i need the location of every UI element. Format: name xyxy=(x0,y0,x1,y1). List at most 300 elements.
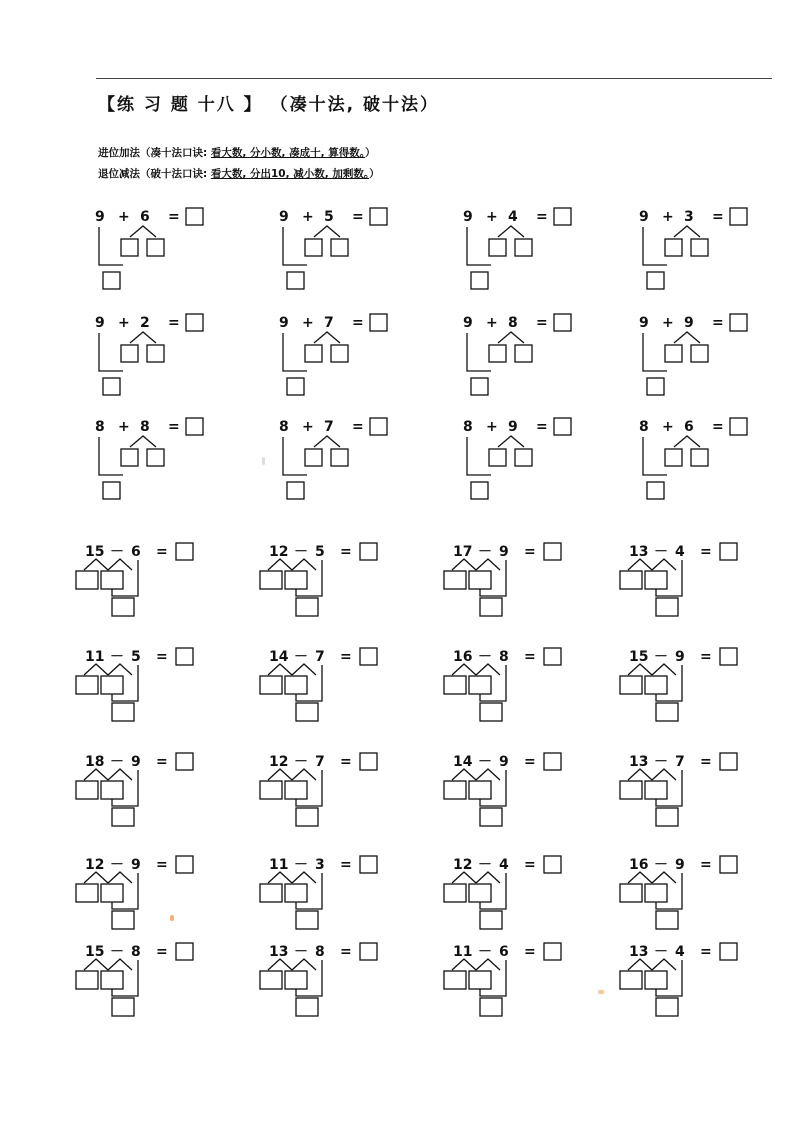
split-box[interactable] xyxy=(620,971,642,989)
subtraction-problem xyxy=(260,853,410,953)
minus-sign: － xyxy=(294,544,308,560)
second-addend: 9 xyxy=(508,419,518,435)
split-box[interactable] xyxy=(76,781,98,799)
split-box[interactable] xyxy=(645,781,667,799)
split-box[interactable] xyxy=(147,449,164,466)
split-lines-right xyxy=(652,872,676,883)
split-lines-right xyxy=(292,872,316,883)
difference-box[interactable] xyxy=(112,911,134,929)
split-box[interactable] xyxy=(444,571,466,589)
addition-hint-rule: 看大数, 分小数, 凑成十, 算得数。 xyxy=(210,147,366,159)
equals-sign: = xyxy=(536,419,548,435)
split-box[interactable] xyxy=(101,781,123,799)
sum-box[interactable] xyxy=(103,378,120,395)
split-box[interactable] xyxy=(101,971,123,989)
addition-problem xyxy=(272,311,422,411)
split-lines xyxy=(314,332,340,343)
difference-box[interactable] xyxy=(112,598,134,616)
minus-sign: － xyxy=(478,544,492,560)
equals-sign: = xyxy=(156,944,168,960)
plus-sign: + xyxy=(662,209,674,225)
sum-box[interactable] xyxy=(647,272,664,289)
sum-box[interactable] xyxy=(647,378,664,395)
split-box[interactable] xyxy=(147,345,164,362)
plus-sign: + xyxy=(662,315,674,331)
answer-box[interactable] xyxy=(176,753,193,770)
first-addend: 9 xyxy=(463,315,473,331)
subtrahend: 9 xyxy=(675,857,685,873)
split-lines-left xyxy=(84,559,108,570)
addition-problem xyxy=(272,415,422,515)
split-lines-right xyxy=(292,559,316,570)
split-lines-right xyxy=(292,959,316,970)
minuend: 12 xyxy=(269,754,289,770)
answer-box[interactable] xyxy=(544,753,561,770)
answer-box[interactable] xyxy=(370,208,387,225)
answer-box[interactable] xyxy=(554,208,571,225)
answer-box[interactable] xyxy=(544,856,561,873)
answer-box[interactable] xyxy=(720,943,737,960)
split-box[interactable] xyxy=(645,571,667,589)
minus-sign: － xyxy=(110,544,124,560)
subtraction-problem xyxy=(260,645,410,745)
split-box[interactable] xyxy=(331,239,348,256)
split-lines-left xyxy=(84,664,108,675)
subtrahend: 9 xyxy=(499,544,509,560)
split-box[interactable] xyxy=(645,884,667,902)
subtraction-problem xyxy=(260,940,410,1040)
difference-box[interactable] xyxy=(296,703,318,721)
sum-box[interactable] xyxy=(103,272,120,289)
split-box[interactable] xyxy=(331,449,348,466)
equals-sign: = xyxy=(524,857,536,873)
split-box[interactable] xyxy=(260,781,282,799)
split-lines-left xyxy=(268,872,292,883)
subtraction-problem xyxy=(444,750,594,850)
split-box[interactable] xyxy=(285,971,307,989)
equals-sign: = xyxy=(524,544,536,560)
split-box[interactable] xyxy=(260,884,282,902)
subtrahend: 5 xyxy=(131,649,141,665)
answer-box[interactable] xyxy=(554,314,571,331)
split-box[interactable] xyxy=(645,676,667,694)
minuend: 12 xyxy=(453,857,473,873)
answer-box[interactable] xyxy=(176,856,193,873)
first-addend: 8 xyxy=(463,419,473,435)
split-box[interactable] xyxy=(691,449,708,466)
bracket-line xyxy=(99,437,123,475)
subtrahend: 3 xyxy=(315,857,325,873)
split-lines-right xyxy=(652,769,676,780)
plus-sign: + xyxy=(302,419,314,435)
difference-box[interactable] xyxy=(656,703,678,721)
split-box[interactable] xyxy=(489,449,506,466)
split-lines xyxy=(130,332,156,343)
bracket-line xyxy=(283,333,307,371)
split-box[interactable] xyxy=(260,571,282,589)
split-lines-left xyxy=(452,559,476,570)
subtraction-problem xyxy=(76,750,226,850)
split-box[interactable] xyxy=(691,345,708,362)
split-lines-right xyxy=(108,959,132,970)
second-addend: 6 xyxy=(684,419,694,435)
split-box[interactable] xyxy=(645,971,667,989)
split-lines-right xyxy=(476,872,500,883)
plus-sign: + xyxy=(486,315,498,331)
split-box[interactable] xyxy=(260,676,282,694)
split-box[interactable] xyxy=(620,884,642,902)
addition-problem xyxy=(456,311,606,411)
split-lines-left xyxy=(452,664,476,675)
split-box[interactable] xyxy=(444,676,466,694)
subtrahend: 9 xyxy=(499,754,509,770)
first-addend: 9 xyxy=(639,315,649,331)
sum-box[interactable] xyxy=(287,272,304,289)
answer-box[interactable] xyxy=(176,543,193,560)
split-box[interactable] xyxy=(121,239,138,256)
split-lines-right xyxy=(292,664,316,675)
split-lines-left xyxy=(628,559,652,570)
split-box[interactable] xyxy=(101,676,123,694)
equals-sign: = xyxy=(536,315,548,331)
split-box[interactable] xyxy=(444,971,466,989)
second-addend: 3 xyxy=(684,209,694,225)
minuend: 16 xyxy=(629,857,649,873)
equals-sign: = xyxy=(340,857,352,873)
equals-sign: = xyxy=(524,754,536,770)
bracket-line xyxy=(283,437,307,475)
first-addend: 8 xyxy=(279,419,289,435)
split-box[interactable] xyxy=(469,571,491,589)
minuend: 11 xyxy=(269,857,289,873)
subtrahend: 5 xyxy=(315,544,325,560)
split-box[interactable] xyxy=(620,676,642,694)
equals-sign: = xyxy=(712,209,724,225)
equals-sign: = xyxy=(524,649,536,665)
equals-sign: = xyxy=(168,209,180,225)
split-lines-right xyxy=(476,559,500,570)
split-lines xyxy=(674,332,700,343)
split-lines-right xyxy=(476,959,500,970)
split-lines xyxy=(130,436,156,447)
difference-box[interactable] xyxy=(656,598,678,616)
sum-box[interactable] xyxy=(647,482,664,499)
answer-box[interactable] xyxy=(720,753,737,770)
split-box[interactable] xyxy=(305,345,322,362)
split-box[interactable] xyxy=(620,571,642,589)
equals-sign: = xyxy=(168,315,180,331)
equals-sign: = xyxy=(156,857,168,873)
split-box[interactable] xyxy=(469,884,491,902)
split-box[interactable] xyxy=(515,345,532,362)
split-lines-right xyxy=(652,959,676,970)
difference-box[interactable] xyxy=(480,808,502,826)
first-addend: 8 xyxy=(639,419,649,435)
subtraction-problem xyxy=(260,540,410,640)
split-lines-left xyxy=(628,872,652,883)
answer-box[interactable] xyxy=(186,418,203,435)
split-box[interactable] xyxy=(76,884,98,902)
minuend: 14 xyxy=(453,754,473,770)
answer-box[interactable] xyxy=(360,753,377,770)
minus-sign: － xyxy=(478,649,492,665)
minuend: 14 xyxy=(269,649,289,665)
addition-hint-suffix: ） xyxy=(365,147,376,159)
split-lines-left xyxy=(452,959,476,970)
subtrahend: 7 xyxy=(675,754,685,770)
answer-box[interactable] xyxy=(186,314,203,331)
answer-box[interactable] xyxy=(730,314,747,331)
split-lines-left xyxy=(84,872,108,883)
answer-box[interactable] xyxy=(554,418,571,435)
first-addend: 9 xyxy=(279,315,289,331)
split-lines-right xyxy=(652,664,676,675)
answer-box[interactable] xyxy=(360,943,377,960)
bracket-line xyxy=(467,227,491,265)
minus-sign: － xyxy=(654,857,668,873)
difference-box[interactable] xyxy=(656,998,678,1016)
equals-sign: = xyxy=(352,419,364,435)
split-lines-right xyxy=(476,769,500,780)
split-box[interactable] xyxy=(691,239,708,256)
minuend: 13 xyxy=(269,944,289,960)
split-box[interactable] xyxy=(469,676,491,694)
sum-box[interactable] xyxy=(471,272,488,289)
split-box[interactable] xyxy=(121,345,138,362)
split-box[interactable] xyxy=(331,345,348,362)
addition-problem xyxy=(88,415,238,515)
scan-speck xyxy=(170,915,174,921)
addition-problem xyxy=(456,415,606,515)
subtrahend: 4 xyxy=(499,857,509,873)
minus-sign: － xyxy=(478,754,492,770)
answer-box[interactable] xyxy=(370,314,387,331)
split-lines xyxy=(674,226,700,237)
answer-box[interactable] xyxy=(176,648,193,665)
answer-box[interactable] xyxy=(360,543,377,560)
answer-box[interactable] xyxy=(720,856,737,873)
plus-sign: + xyxy=(486,419,498,435)
second-addend: 7 xyxy=(324,419,334,435)
minuend: 15 xyxy=(85,544,105,560)
split-box[interactable] xyxy=(620,781,642,799)
split-lines-left xyxy=(268,559,292,570)
minuend: 13 xyxy=(629,754,649,770)
split-lines-left xyxy=(628,769,652,780)
minus-sign: － xyxy=(110,944,124,960)
split-box[interactable] xyxy=(260,971,282,989)
equals-sign: = xyxy=(156,649,168,665)
sum-box[interactable] xyxy=(287,482,304,499)
answer-box[interactable] xyxy=(360,856,377,873)
subtrahend: 9 xyxy=(675,649,685,665)
subtraction-hint-suffix: ） xyxy=(369,168,380,180)
split-lines-left xyxy=(268,664,292,675)
subtraction-hint xyxy=(98,166,380,181)
split-lines-left xyxy=(84,959,108,970)
bracket-line xyxy=(467,333,491,371)
split-box[interactable] xyxy=(101,571,123,589)
split-lines-left xyxy=(84,769,108,780)
difference-box[interactable] xyxy=(112,703,134,721)
split-box[interactable] xyxy=(444,781,466,799)
equals-sign: = xyxy=(700,857,712,873)
subtraction-hint-rule: 看大数, 分出10, 减小数, 加剩数。 xyxy=(210,168,370,180)
minuend: 11 xyxy=(85,649,105,665)
minuend: 18 xyxy=(85,754,105,770)
split-box[interactable] xyxy=(285,884,307,902)
bracket-line xyxy=(467,437,491,475)
split-box[interactable] xyxy=(76,571,98,589)
split-lines-left xyxy=(268,769,292,780)
sum-box[interactable] xyxy=(103,482,120,499)
minuend: 13 xyxy=(629,544,649,560)
split-box[interactable] xyxy=(444,884,466,902)
split-lines-left xyxy=(268,959,292,970)
minus-sign: － xyxy=(294,754,308,770)
addition-hint xyxy=(98,145,376,160)
plus-sign: + xyxy=(118,209,130,225)
plus-sign: + xyxy=(302,209,314,225)
split-box[interactable] xyxy=(76,676,98,694)
split-box[interactable] xyxy=(285,571,307,589)
answer-box[interactable] xyxy=(370,418,387,435)
split-lines-right xyxy=(108,769,132,780)
split-box[interactable] xyxy=(515,239,532,256)
equals-sign: = xyxy=(352,315,364,331)
split-box[interactable] xyxy=(665,449,682,466)
addition-problem xyxy=(632,205,782,305)
subtraction-problem xyxy=(76,645,226,745)
answer-box[interactable] xyxy=(186,208,203,225)
equals-sign: = xyxy=(352,209,364,225)
minus-sign: － xyxy=(110,857,124,873)
bracket-line xyxy=(99,227,123,265)
difference-box[interactable] xyxy=(296,998,318,1016)
difference-box[interactable] xyxy=(296,598,318,616)
difference-box[interactable] xyxy=(296,808,318,826)
addition-hint-prefix: 进位加法（凑十法口诀: xyxy=(98,147,211,159)
split-box[interactable] xyxy=(147,239,164,256)
split-box[interactable] xyxy=(285,781,307,799)
difference-box[interactable] xyxy=(656,808,678,826)
answer-box[interactable] xyxy=(720,648,737,665)
first-addend: 9 xyxy=(639,209,649,225)
split-lines-right xyxy=(476,664,500,675)
answer-box[interactable] xyxy=(544,943,561,960)
addition-problem xyxy=(88,311,238,411)
split-lines-left xyxy=(452,872,476,883)
difference-box[interactable] xyxy=(112,998,134,1016)
minus-sign: － xyxy=(294,944,308,960)
split-lines-right xyxy=(108,664,132,675)
addition-problem xyxy=(456,205,606,305)
split-box[interactable] xyxy=(305,449,322,466)
second-addend: 6 xyxy=(140,209,150,225)
scan-speck xyxy=(262,457,265,465)
equals-sign: = xyxy=(712,315,724,331)
second-addend: 2 xyxy=(140,315,150,331)
equals-sign: = xyxy=(700,649,712,665)
minuend: 15 xyxy=(629,649,649,665)
split-box[interactable] xyxy=(285,676,307,694)
sum-box[interactable] xyxy=(471,378,488,395)
addition-problem xyxy=(632,415,782,515)
split-box[interactable] xyxy=(469,781,491,799)
answer-box[interactable] xyxy=(730,208,747,225)
equals-sign: = xyxy=(700,944,712,960)
answer-box[interactable] xyxy=(730,418,747,435)
split-box[interactable] xyxy=(76,971,98,989)
equals-sign: = xyxy=(168,419,180,435)
difference-box[interactable] xyxy=(480,598,502,616)
scan-speck xyxy=(598,990,604,994)
split-box[interactable] xyxy=(489,345,506,362)
answer-box[interactable] xyxy=(176,943,193,960)
second-addend: 8 xyxy=(140,419,150,435)
split-box[interactable] xyxy=(665,239,682,256)
equals-sign: = xyxy=(700,544,712,560)
minus-sign: － xyxy=(294,649,308,665)
minuend: 13 xyxy=(629,944,649,960)
split-box[interactable] xyxy=(305,239,322,256)
subtraction-problem xyxy=(444,645,594,745)
split-box[interactable] xyxy=(469,971,491,989)
difference-box[interactable] xyxy=(480,911,502,929)
answer-box[interactable] xyxy=(544,543,561,560)
minus-sign: － xyxy=(110,754,124,770)
difference-box[interactable] xyxy=(480,998,502,1016)
equals-sign: = xyxy=(524,944,536,960)
minus-sign: － xyxy=(110,649,124,665)
difference-box[interactable] xyxy=(296,911,318,929)
subtrahend: 7 xyxy=(315,649,325,665)
sum-box[interactable] xyxy=(471,482,488,499)
subtraction-problem xyxy=(620,750,770,850)
answer-box[interactable] xyxy=(544,648,561,665)
minus-sign: － xyxy=(294,857,308,873)
minuend: 15 xyxy=(85,944,105,960)
answer-box[interactable] xyxy=(360,648,377,665)
split-box[interactable] xyxy=(665,345,682,362)
difference-box[interactable] xyxy=(656,911,678,929)
difference-box[interactable] xyxy=(480,703,502,721)
split-box[interactable] xyxy=(489,239,506,256)
plus-sign: + xyxy=(486,209,498,225)
minuend: 12 xyxy=(85,857,105,873)
subtraction-hint-prefix: 退位减法（破十法口诀: xyxy=(98,168,211,180)
split-lines-left xyxy=(452,769,476,780)
subtrahend: 9 xyxy=(131,754,141,770)
split-box[interactable] xyxy=(101,884,123,902)
plus-sign: + xyxy=(302,315,314,331)
equals-sign: = xyxy=(340,544,352,560)
plus-sign: + xyxy=(662,419,674,435)
equals-sign: = xyxy=(536,209,548,225)
split-box[interactable] xyxy=(121,449,138,466)
answer-box[interactable] xyxy=(720,543,737,560)
plus-sign: + xyxy=(118,419,130,435)
bracket-line xyxy=(643,333,667,371)
split-lines xyxy=(314,436,340,447)
second-addend: 9 xyxy=(684,315,694,331)
sum-box[interactable] xyxy=(287,378,304,395)
split-box[interactable] xyxy=(515,449,532,466)
subtrahend: 4 xyxy=(675,944,685,960)
subtraction-problem xyxy=(260,750,410,850)
subtrahend: 8 xyxy=(131,944,141,960)
difference-box[interactable] xyxy=(112,808,134,826)
